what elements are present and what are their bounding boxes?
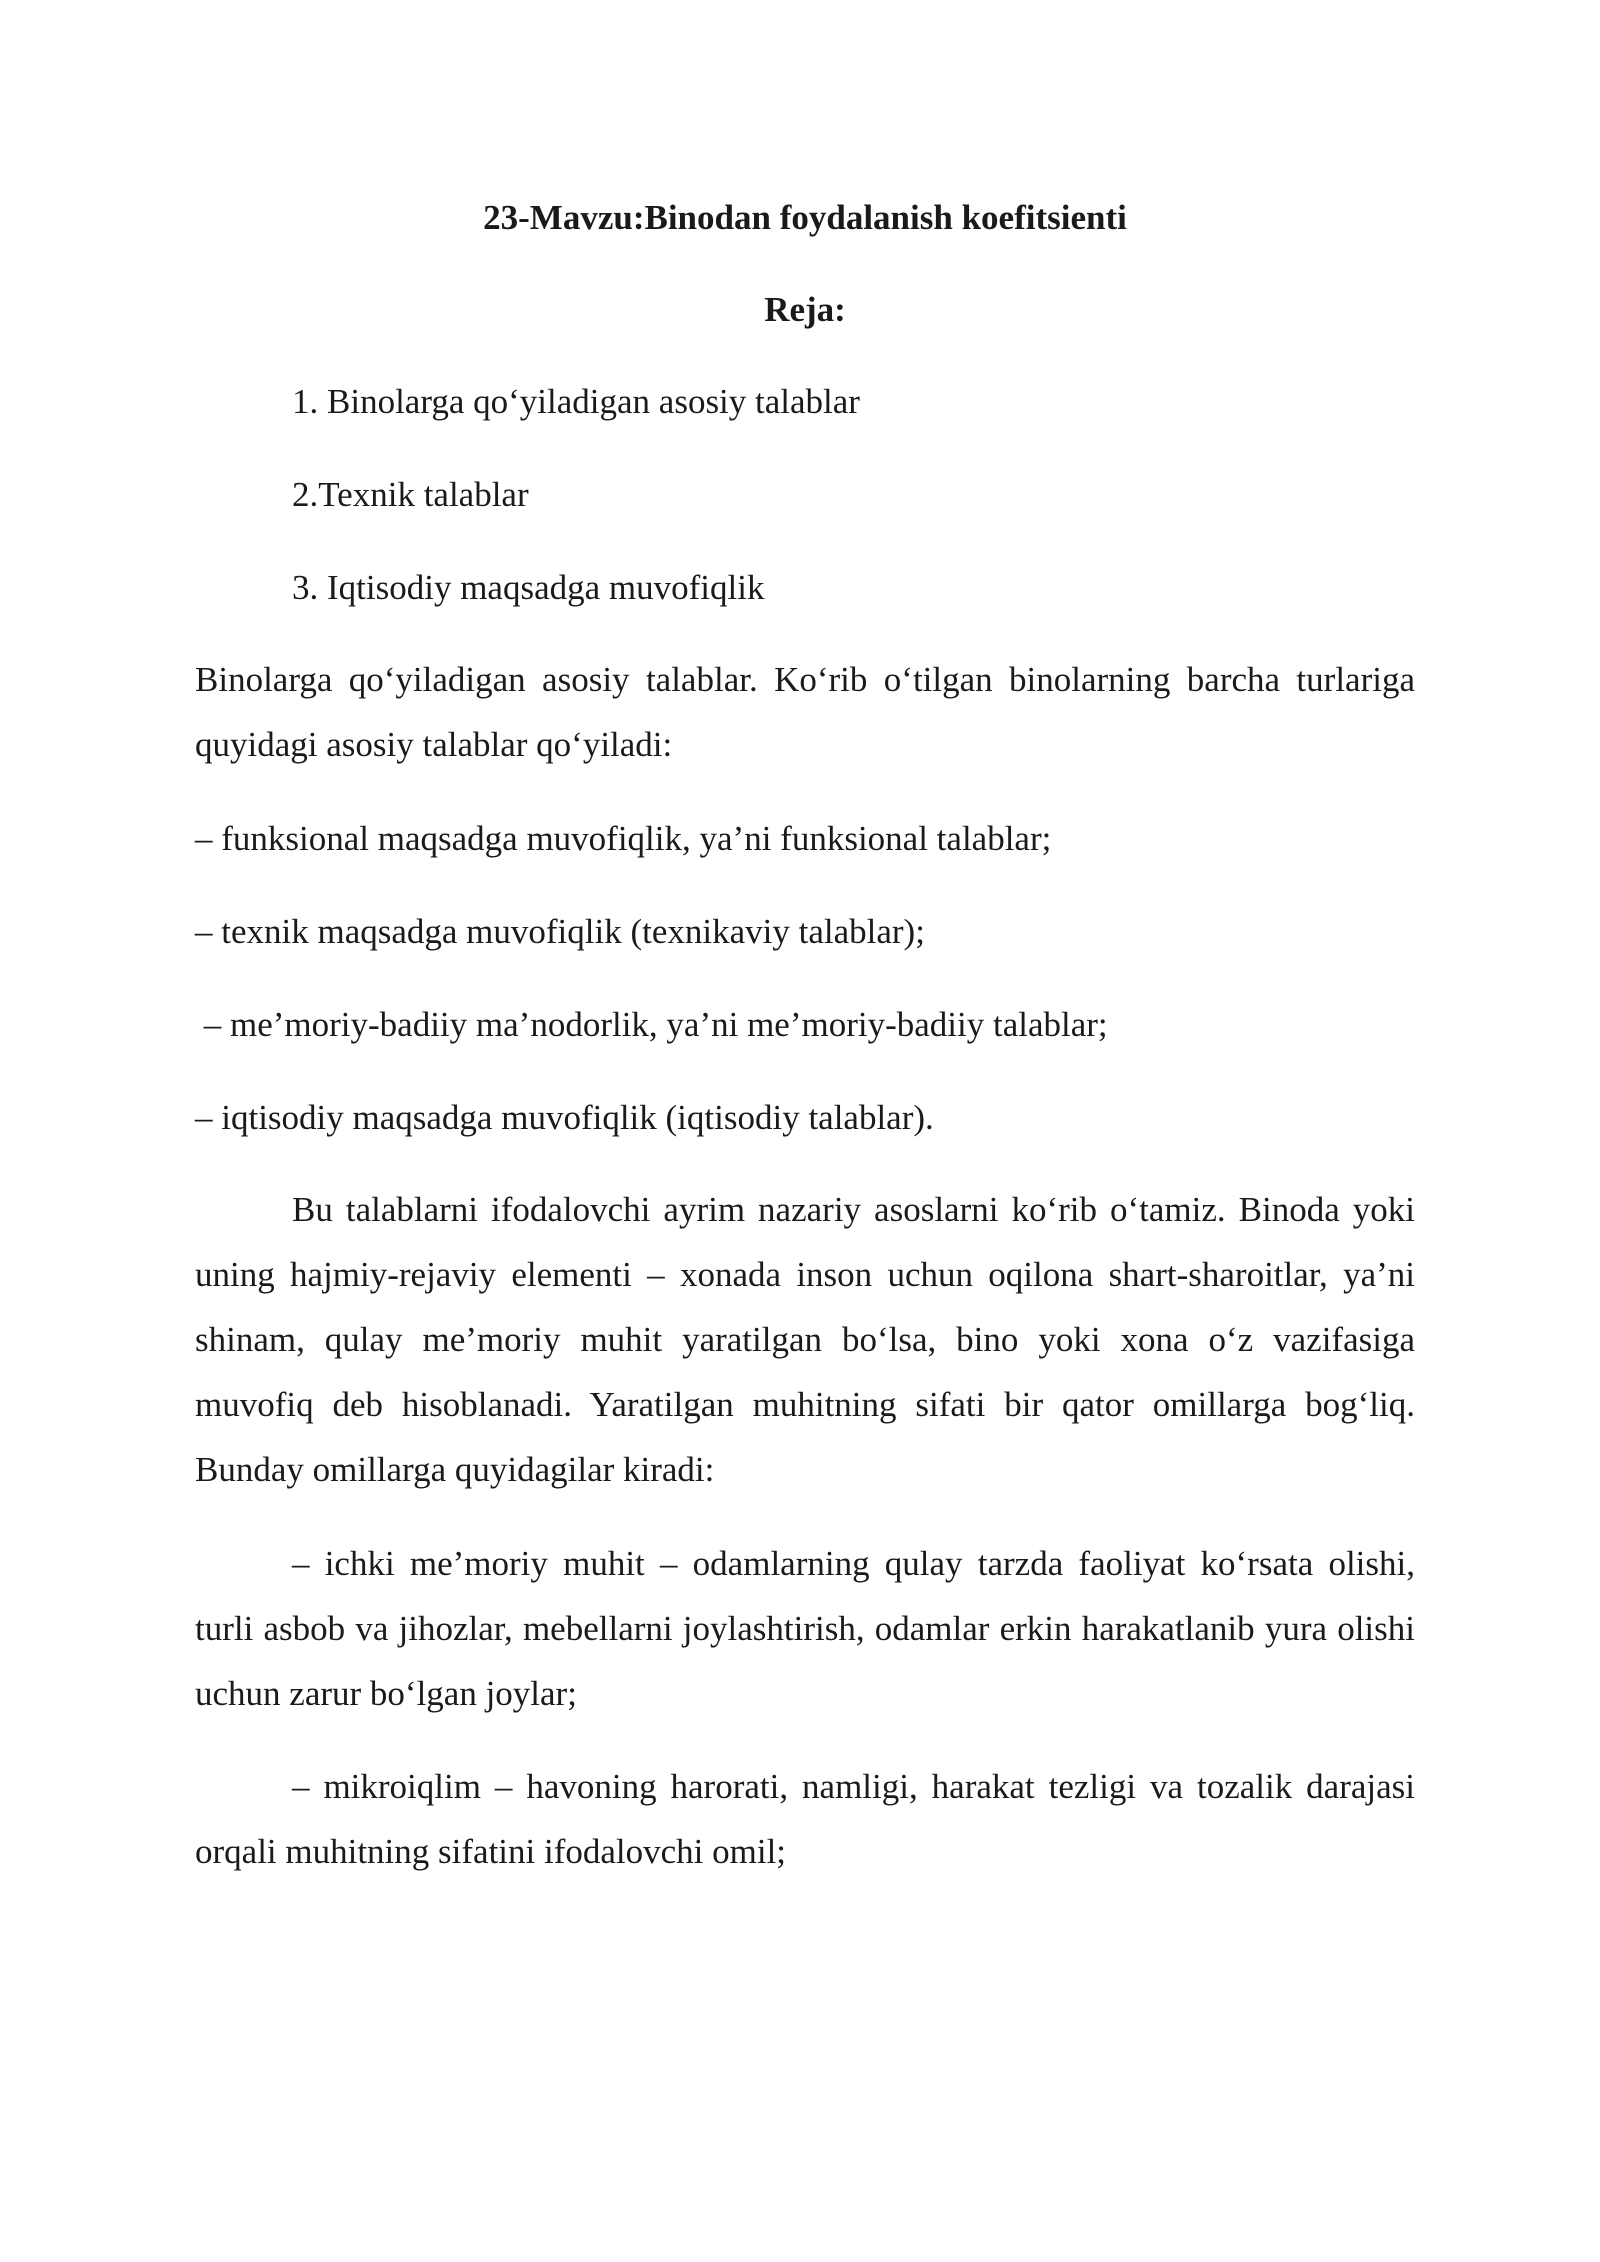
intro-paragraph: Binolarga qo‘yiladigan asosiy talablar. Ko‘rib o‘tilgan binolarning barcha turlariga quyidagi asosiy talablar qo‘yiladi: [195,660,1415,764]
requirement-item-4: – iqtisodiy maqsadga muvofiqlik (iqtisodiy talablar). [195,1098,934,1137]
plan-item-3: 3. Iqtisodiy maqsadga muvofiqlik [292,568,765,607]
factor-paragraph-2: – mikroiqlim – havoning harorati, namligi, harakat tezligi va tozalik darajasi orqali muhitning sifatini ifodalovchi omil; [195,1767,1415,1871]
plan-heading: Reja: [764,290,846,329]
document-title: 23-Mavzu:Binodan foydalanish koefitsienti [483,198,1127,237]
theory-paragraph: Bu talablarni ifodalovchi ayrim nazariy asoslarni ko‘rib o‘tamiz. Binoda yoki uning hajmiy-rejaviy elementi – xonada inson uchun oqilona shart-sharoitlar, ya’ni shinam, qulay me’moriy muhit yaratilgan bo‘lsa, bino yoki xona o‘z vazifasiga muvofiq deb hisoblanadi. Yaratilgan muhitning sifati bir qator omillarga bog‘liq. Bunday omillarga quyidagilar kiradi: [195,1190,1415,1489]
plan-item-1: 1. Binolarga qo‘yiladigan asosiy talablar [292,382,860,421]
requirement-item-2: – texnik maqsadga muvofiqlik (texnikaviy talablar); [195,912,925,951]
requirement-item-1: – funksional maqsadga muvofiqlik, ya’ni funksional talablar; [195,819,1052,858]
requirement-item-3: – me’moriy-badiiy ma’nodorlik, ya’ni me’moriy-badiiy talablar; [195,1005,1108,1044]
plan-item-2: 2.Texnik talablar [292,475,529,514]
factor-paragraph-1: – ichki me’moriy muhit – odamlarning qulay tarzda faoliyat ko‘rsata olishi, turli asbob va jihozlar, mebellarni joylashtirish, odamlar erkin harakatlanib yura olishi uchun zarur bo‘lgan joylar; [195,1544,1415,1713]
